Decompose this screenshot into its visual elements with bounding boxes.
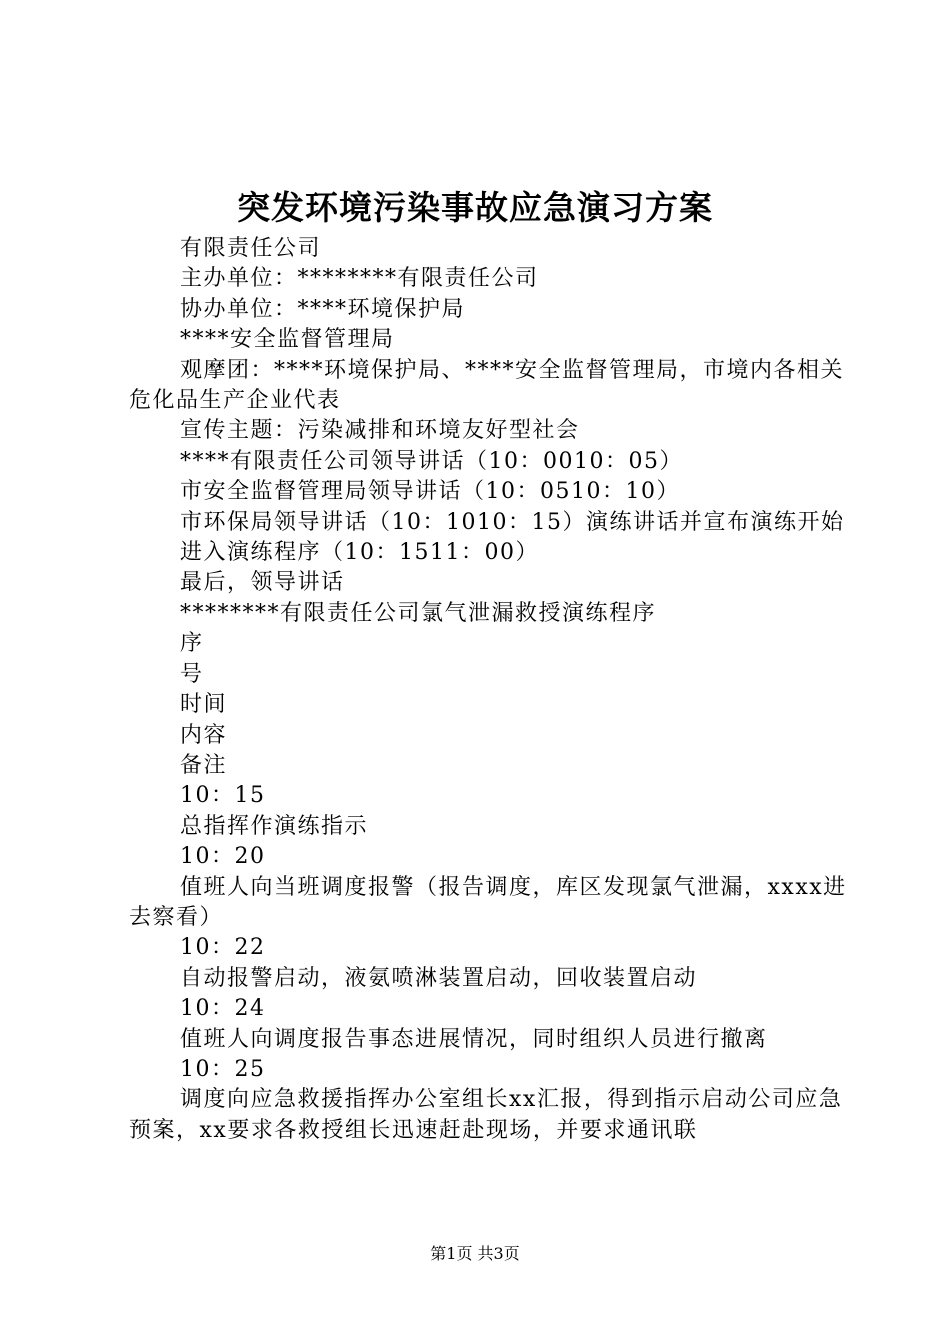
paragraph: 进入演练程序（10：1511：00） <box>180 540 539 566</box>
paragraph: 内容 <box>180 722 228 748</box>
paragraph: 宣传主题：污染减排和环境友好型社会 <box>180 418 580 444</box>
paragraph: 有限责任公司 <box>180 236 322 261</box>
document-body <box>129 234 849 1146</box>
paragraph: 最后，领导讲话 <box>180 570 345 596</box>
paragraph: ****有限责任公司领导讲话（10：0010：05） <box>180 448 683 474</box>
paragraph: 序 <box>180 631 204 657</box>
paragraph: 总指挥作演练指示 <box>180 813 369 839</box>
paragraph: 10：25 <box>180 1056 266 1082</box>
page-footer: 第1页 共3页 <box>430 1244 520 1263</box>
paragraph: 值班人向调度报告事态进展情况，同时组织人员进行撤离 <box>180 1026 768 1052</box>
paragraph: 号 <box>180 661 204 687</box>
paragraph: 10：22 <box>180 935 266 961</box>
paragraph: 备注 <box>180 752 228 778</box>
paragraph: 市安全监督管理局领导讲话（10：0510：10） <box>180 479 680 505</box>
paragraph: 时间 <box>180 692 228 718</box>
paragraph: 10：24 <box>180 996 266 1022</box>
paragraph: 市环保局领导讲话（10：1010：15）演练讲话并宣布演练开始 <box>180 509 845 535</box>
paragraph: 10：15 <box>180 783 266 809</box>
paragraph: ********有限责任公司氯气泄漏救授演练程序 <box>180 600 657 626</box>
paragraph: ****安全监督管理局 <box>180 327 395 353</box>
paragraph: 10：20 <box>180 844 266 870</box>
paragraph: 自动报警启动，液氨喷淋装置启动，回收装置启动 <box>180 965 698 991</box>
paragraph: 主办单位：********有限责任公司 <box>180 266 539 292</box>
paragraph: 调度向应急救援指挥办公室组长xx汇报，得到指示启动公司应急预案，xx要求各救授组长迅速赶赴现场，并要求通讯联 <box>129 1087 843 1143</box>
paragraph: 值班人向当班调度报警（报告调度，库区发现氯气泄漏，xxxx进去察看） <box>129 874 847 930</box>
document-title: 突发环境污染事故应急演习方案 <box>237 188 713 227</box>
paragraph: 协办单位：****环境保护局 <box>180 296 466 322</box>
paragraph: 观摩团：****环境保护局、****安全监督管理局，市境内各相关危化品生产企业代表 <box>129 357 845 414</box>
